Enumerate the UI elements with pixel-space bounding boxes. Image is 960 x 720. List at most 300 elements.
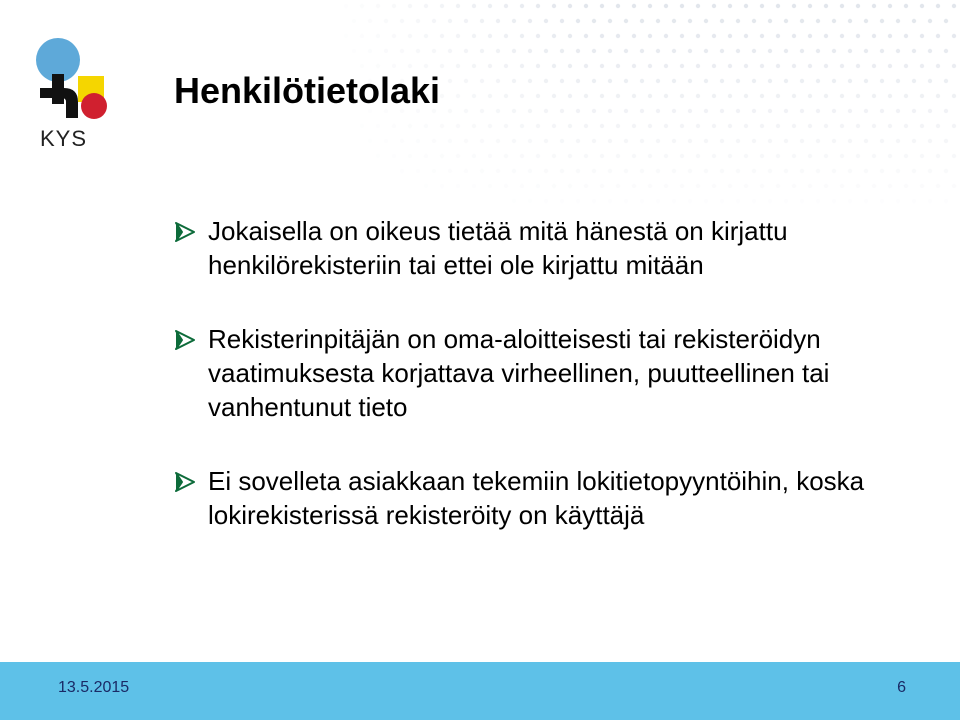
decorative-dot [696,64,700,68]
decorative-dot [888,34,892,38]
decorative-dot [672,139,676,143]
decorative-dot [728,34,732,38]
decorative-dot [864,199,868,203]
decorative-dot [928,169,932,173]
decorative-dot [752,199,756,203]
decorative-dot [528,169,532,173]
decorative-dot [544,139,548,143]
decorative-dot [448,109,452,113]
decorative-dot [728,4,732,8]
decorative-dot [720,19,724,23]
decorative-dot [848,79,852,83]
decorative-dot [608,139,612,143]
decorative-dot [752,79,756,83]
decorative-dot [792,34,796,38]
decorative-dot [888,154,892,158]
decorative-dot [488,94,492,98]
decorative-dot [848,49,852,53]
decorative-dot [536,154,540,158]
decorative-dot [784,79,788,83]
decorative-dot [416,169,420,173]
decorative-dot [752,139,756,143]
decorative-dot [488,154,492,158]
decorative-dot [848,169,852,173]
decorative-dot [616,184,620,188]
decorative-dot [704,169,708,173]
decorative-dot [600,34,604,38]
decorative-dot [736,19,740,23]
decorative-dot [384,19,388,23]
decorative-dot [424,34,428,38]
decorative-dot [904,154,908,158]
decorative-dot [816,109,820,113]
decorative-dot [888,64,892,68]
decorative-dot [808,154,812,158]
decorative-dot [480,79,484,83]
decorative-dot [496,139,500,143]
decorative-dot [872,4,876,8]
decorative-dot [584,34,588,38]
decorative-dot [440,184,444,188]
decorative-dot [560,109,564,113]
decorative-dot [584,124,588,128]
decorative-dot [744,124,748,128]
decorative-dot [568,4,572,8]
decorative-dot [616,64,620,68]
decorative-dot [624,139,628,143]
decorative-dot [736,169,740,173]
decorative-dot [896,49,900,53]
decorative-dot [536,94,540,98]
decorative-dot [592,79,596,83]
decorative-dot [824,4,828,8]
decorative-dot [552,4,556,8]
decorative-dot [480,19,484,23]
decorative-dot [520,4,524,8]
decorative-dot [928,109,932,113]
decorative-dot [880,79,884,83]
decorative-dot [832,169,836,173]
decorative-dot [368,49,372,53]
decorative-dot [624,109,628,113]
decorative-dot [840,4,844,8]
decorative-dot [792,4,796,8]
decorative-dot [600,4,604,8]
decorative-dot [488,184,492,188]
decorative-dot [600,154,604,158]
decorative-dot [456,64,460,68]
decorative-dot [904,184,908,188]
decorative-dot [568,124,572,128]
decorative-dot [528,19,532,23]
decorative-dot [760,124,764,128]
decorative-dot [936,154,940,158]
decorative-dot [504,154,508,158]
decorative-dot [696,154,700,158]
decorative-dot [440,64,444,68]
decorative-dot [784,199,788,203]
decorative-dot [672,19,676,23]
decorative-dot [664,34,668,38]
decorative-dot [520,94,524,98]
decorative-dot [576,139,580,143]
decorative-dot [720,199,724,203]
decorative-dot [504,124,508,128]
decorative-dot [640,199,644,203]
decorative-dot [856,94,860,98]
decorative-dot [872,124,876,128]
decorative-dot [896,79,900,83]
decorative-dot [408,124,412,128]
decorative-dot [576,199,580,203]
decorative-dot [664,184,668,188]
decorative-dot [544,79,548,83]
decorative-dot [360,124,364,128]
decorative-dot [376,34,380,38]
decorative-dot [440,34,444,38]
decorative-dot [792,64,796,68]
decorative-dot [728,124,732,128]
decorative-dot [408,34,412,38]
decorative-dot [744,154,748,158]
decorative-dot [512,109,516,113]
decorative-dot [872,64,876,68]
decorative-dot [688,79,692,83]
decorative-dot [552,184,556,188]
decorative-dot [768,79,772,83]
decorative-dot [952,184,956,188]
bullet-text: Rekisterinpitäjän on oma-aloitteisesti tai rekisteröidyn vaatimuksesta korjattava virheellinen, puutteellinen tai vanhentunut tieto [208,324,830,422]
decorative-dot [648,184,652,188]
decorative-dot [536,184,540,188]
decorative-dot [816,49,820,53]
decorative-dot [352,49,356,53]
decorative-dot [592,109,596,113]
decorative-dot [880,19,884,23]
decorative-dot [792,184,796,188]
decorative-dot [824,124,828,128]
arrow-bullet-icon [174,329,196,351]
decorative-dot [752,169,756,173]
decorative-dot [392,124,396,128]
decorative-dot [488,4,492,8]
decorative-dot [648,64,652,68]
decorative-dot [496,109,500,113]
decorative-dot [576,109,580,113]
decorative-dot [424,4,428,8]
decorative-dot [688,109,692,113]
decorative-dot [536,64,540,68]
decorative-dot [648,94,652,98]
slide-title: Henkilötietolaki [174,70,441,111]
decorative-dot [632,94,636,98]
decorative-dot [544,49,548,53]
kys-logo-icon [34,36,114,126]
decorative-dot [688,199,692,203]
decorative-dot [376,64,380,68]
arrow-bullet-icon [174,221,196,243]
decorative-dot [456,154,460,158]
decorative-dot [472,94,476,98]
decorative-dot [920,154,924,158]
decorative-dot [392,4,396,8]
decorative-dot [888,4,892,8]
decorative-dot [656,79,660,83]
decorative-dot [664,154,668,158]
decorative-dot [808,184,812,188]
decorative-dot [840,34,844,38]
decorative-dot [928,79,932,83]
decorative-dot [376,154,380,158]
decorative-dot [616,94,620,98]
decorative-dot [952,64,956,68]
decorative-dot [416,19,420,23]
decorative-dot [656,49,660,53]
decorative-dot [384,49,388,53]
decorative-dot [952,94,956,98]
decorative-dot [448,139,452,143]
decorative-dot [464,169,468,173]
decorative-dot [888,124,892,128]
decorative-dot [784,109,788,113]
decorative-dot [584,184,588,188]
decorative-dot [560,199,564,203]
decorative-dot [480,109,484,113]
decorative-dot [744,4,748,8]
decorative-dot [728,94,732,98]
decorative-dot [720,79,724,83]
decorative-dot [824,94,828,98]
decorative-dot [856,34,860,38]
decorative-dot [944,49,948,53]
decorative-dot [648,34,652,38]
decorative-dot [504,184,508,188]
decorative-dot [912,49,916,53]
decorative-dot [656,169,660,173]
decorative-dot [800,109,804,113]
decorative-dot [704,79,708,83]
decorative-dot [840,154,844,158]
decorative-dot [920,4,924,8]
decorative-dot [360,4,364,8]
decorative-dot [720,109,724,113]
decorative-dot [568,184,572,188]
decorative-dot [568,154,572,158]
decorative-dot [800,19,804,23]
decorative-dot [816,169,820,173]
decorative-dot [400,139,404,143]
decorative-dot [464,139,468,143]
logo-text: KYS [40,126,88,151]
decorative-dot [584,64,588,68]
arrow-bullet-icon [174,471,196,493]
decorative-dot [528,199,532,203]
decorative-dot [712,34,716,38]
decorative-dot [840,64,844,68]
bullet-item [174,214,894,282]
decorative-dot [512,19,516,23]
decorative-dot [736,79,740,83]
decorative-dot [512,139,516,143]
decorative-dot [592,19,596,23]
decorative-dot [888,184,892,188]
decorative-dot [640,49,644,53]
decorative-dot [688,19,692,23]
decorative-dot [936,184,940,188]
decorative-dot [632,154,636,158]
decorative-dot [448,169,452,173]
decorative-dot [552,124,556,128]
decorative-dot [504,64,508,68]
decorative-dot [952,154,956,158]
decorative-dot [472,4,476,8]
decorative-dot [456,94,460,98]
decorative-dot [872,34,876,38]
decorative-dot [464,49,468,53]
decorative-dot [944,79,948,83]
decorative-dot [704,139,708,143]
decorative-dot [360,34,364,38]
decorative-dot [832,19,836,23]
decorative-dot [600,184,604,188]
decorative-dot [520,154,524,158]
decorative-dot [416,49,420,53]
decorative-dot [600,64,604,68]
decorative-dot [632,124,636,128]
decorative-dot [664,64,668,68]
decorative-dot [904,34,908,38]
decorative-dot [768,199,772,203]
decorative-dot [520,64,524,68]
bullet-item [174,464,894,532]
decorative-dot [392,64,396,68]
decorative-dot [512,79,516,83]
decorative-dot [824,64,828,68]
decorative-dot [528,139,532,143]
decorative-dot [408,64,412,68]
decorative-dot [624,169,628,173]
decorative-dot [800,169,804,173]
kys-logo [34,36,114,152]
decorative-dot [408,154,412,158]
decorative-dot [712,124,716,128]
decorative-dot [880,199,884,203]
decorative-dot [864,139,868,143]
decorative-dot [912,139,916,143]
decorative-dot [448,49,452,53]
decorative-dot [808,34,812,38]
decorative-dot [856,154,860,158]
decorative-dot [944,199,948,203]
decorative-dot [840,184,844,188]
decorative-dot [632,184,636,188]
decorative-dot [440,94,444,98]
bullet-list [174,214,894,572]
decorative-dot [464,79,468,83]
decorative-dot [576,169,580,173]
decorative-dot [896,199,900,203]
decorative-dot [720,169,724,173]
decorative-dot [448,79,452,83]
decorative-dot [440,4,444,8]
decorative-dot [672,169,676,173]
decorative-dot [680,4,684,8]
decorative-dot [784,139,788,143]
decorative-dot [816,19,820,23]
decorative-dot [704,109,708,113]
decorative-dot [792,94,796,98]
decorative-dot [712,154,716,158]
decorative-dot [640,79,644,83]
decorative-dot [456,4,460,8]
decorative-dot [632,34,636,38]
decorative-dot [464,109,468,113]
decorative-dot [712,4,716,8]
decorative-dot [840,124,844,128]
decorative-dot [648,124,652,128]
decorative-dot [496,169,500,173]
decorative-dot [480,139,484,143]
decorative-dot [880,49,884,53]
decorative-dot [496,49,500,53]
decorative-dot [912,79,916,83]
decorative-dot [456,34,460,38]
decorative-dot [776,4,780,8]
decorative-dot [776,34,780,38]
decorative-dot [712,184,716,188]
decorative-dot [704,199,708,203]
decorative-dot [808,4,812,8]
decorative-dot [904,4,908,8]
decorative-dot [952,4,956,8]
decorative-dot [864,19,868,23]
decorative-dot [344,34,348,38]
decorative-dot [632,4,636,8]
decorative-dot [824,154,828,158]
decorative-dot [680,124,684,128]
decorative-dot [640,19,644,23]
decorative-dot [592,139,596,143]
decorative-dot [752,19,756,23]
decorative-dot [576,19,580,23]
decorative-dot [768,49,772,53]
decorative-dot [408,4,412,8]
decorative-dot [520,124,524,128]
decorative-dot [864,109,868,113]
decorative-dot [896,139,900,143]
decorative-dot [608,19,612,23]
decorative-dot [680,154,684,158]
decorative-dot [896,19,900,23]
decorative-dot [864,49,868,53]
decorative-dot [472,184,476,188]
decorative-dot [552,34,556,38]
decorative-dot [760,34,764,38]
decorative-dot [936,4,940,8]
decorative-dot [608,169,612,173]
decorative-dot [656,199,660,203]
decorative-dot [520,184,524,188]
decorative-dot [680,64,684,68]
decorative-dot [680,184,684,188]
decorative-dot [472,34,476,38]
decorative-dot [776,64,780,68]
decorative-dot [544,199,548,203]
decorative-dot [688,49,692,53]
decorative-dot [488,124,492,128]
decorative-dot [648,154,652,158]
decorative-dot [368,139,372,143]
